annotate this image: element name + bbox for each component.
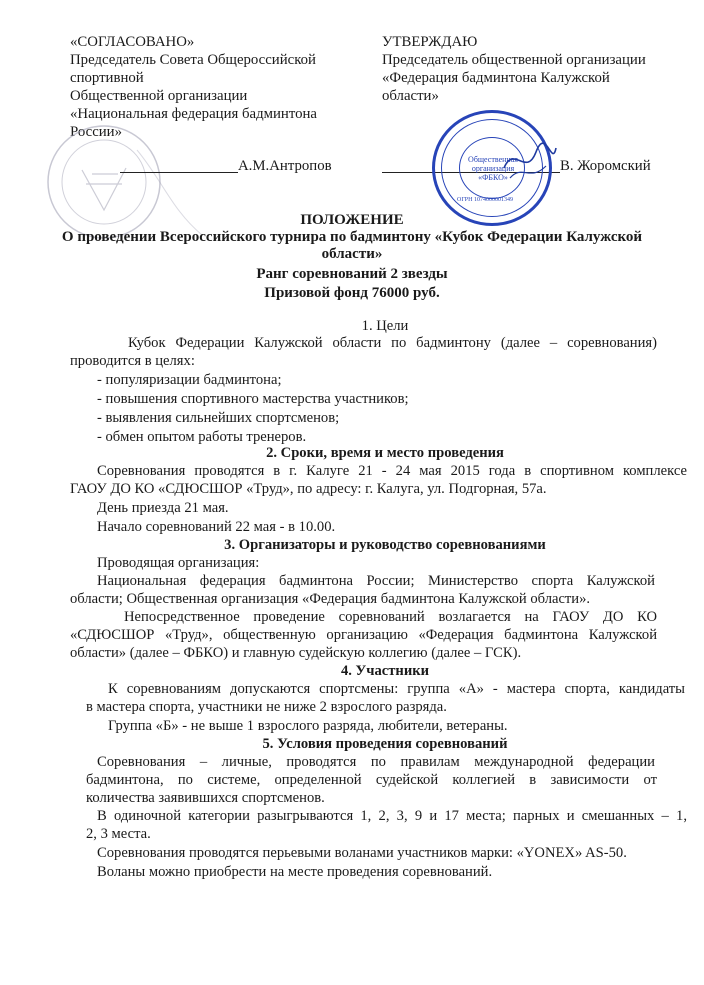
s3-para3c: области» (далее – ФБКО) и главную судейскую коллегию (далее – ГСК). <box>70 645 522 661</box>
title-line2: О проведении Всероссийского турнира по бадминтону «Кубок Федерации Калужской <box>61 229 643 245</box>
s1-item2: - повышения спортивного мастерства участников; <box>97 391 409 407</box>
s5-para1a: Соревнования – личные, проводятся по правилам международной федерации <box>97 754 655 770</box>
s5-para3: Соревнования проводятся перьевыми воланами участников марки: «YONEX» AS-50. <box>97 845 627 861</box>
s2-para2: День приезда 21 мая. <box>97 500 229 516</box>
right-header-line3: «Федерация бадминтона Калужской <box>382 70 610 86</box>
left-header-line5: «Национальная федерация бадминтона <box>70 106 317 122</box>
left-header-line3: спортивной <box>70 70 144 86</box>
s1-para1a: Кубок Федерации Калужской области по бадминтону (далее – соревнования) <box>128 335 657 351</box>
s2-para3: Начало соревнований 22 мая - в 10.00. <box>97 519 336 535</box>
section3-heading: 3. Организаторы и руководство соревнованиями <box>224 537 546 553</box>
document-title: ПОЛОЖЕНИЕ <box>300 212 404 228</box>
stamp-center-line1: Общественная <box>468 155 518 164</box>
title-line3: области» <box>321 246 383 262</box>
stamp-center-line2: организация <box>471 164 515 173</box>
section4-heading: 4. Участники <box>340 663 430 679</box>
left-header-line6: России» <box>70 124 122 140</box>
s3-para3a: Непосредственное проведение соревнований возлагается на ГАОУ ДО КО <box>124 609 657 625</box>
left-signature-name: А.М.Антропов <box>238 158 332 174</box>
s4-para2: Группа «Б» - не выше 1 взрослого разряда, любители, ветераны. <box>108 718 508 734</box>
title-line5: Призовой фонд 76000 руб. <box>264 285 440 301</box>
s3-para2a: Национальная федерация бадминтона России; Министерство спорта Калужской <box>97 573 655 589</box>
s5-para4: Воланы можно приобрести на месте проведения соревнований. <box>97 864 493 880</box>
s4-para1a: К соревнованиям допускаются спортсмены: группа «А» - мастера спорта, кандидаты <box>108 681 685 697</box>
right-header-line4: области» <box>382 88 439 104</box>
signature-scribble-icon <box>500 138 560 188</box>
s1-item1: - популяризации бадминтона; <box>97 372 282 388</box>
section5-heading: 5. Условия проведения соревнований <box>262 736 508 752</box>
s5-para2b: 2, 3 места. <box>86 826 151 842</box>
stamp-center-line3: «ФБКО» <box>478 173 508 182</box>
s1-para1b: проводится в целях: <box>70 353 195 369</box>
s1-item4: - обмен опытом работы тренеров. <box>97 429 307 445</box>
right-header-line2: Председатель общественной организации <box>382 52 646 68</box>
right-header-line1: УТВЕРЖДАЮ <box>382 34 478 50</box>
s5-para1b: бадминтона, по системе, определенной судейской коллегией в зависимости от <box>86 772 657 788</box>
s3-para1: Проводящая организация: <box>97 555 260 571</box>
s2-para1b: ГАОУ ДО КО «СДЮСШОР «Труд», по адресу: г. Калуга, ул. Подгорная, 57а. <box>70 481 547 497</box>
s3-para2b: области; Общественная организация «Федерация бадминтона Калужской области». <box>70 591 591 607</box>
title-line4: Ранг соревнований 2 звезды <box>256 266 448 282</box>
s1-item3: - выявления сильнейших спортсменов; <box>97 410 340 426</box>
section2-heading: 2. Сроки, время и место проведения <box>266 445 504 461</box>
s5-para1c: количества заявившихся спортсменов. <box>86 790 325 806</box>
stamp-bottom-text: ОГРН 1074000001349 <box>457 197 513 203</box>
section1-heading: 1. Цели <box>361 318 409 334</box>
right-signature-name: В. Жоромский <box>560 158 651 174</box>
left-signature-line <box>120 172 238 173</box>
s3-para3b: «СДЮСШОР «Труд», общественную организацию «Федерация бадминтона Калужской <box>70 627 657 643</box>
s4-para1b: в мастера спорта, участники не ниже 2 взрослого разряда. <box>86 699 447 715</box>
left-header-line4: Общественной организации <box>70 88 248 104</box>
left-header-line1: «СОГЛАСОВАНО» <box>70 34 195 50</box>
s2-para1a: Соревнования проводятся в г. Калуге 21 - 24 мая 2015 года в спортивном комплексе <box>97 463 687 479</box>
left-header-line2: Председатель Совета Общероссийской <box>70 52 316 68</box>
s5-para2a: В одиночной категории разыгрываются 1, 2, 3, 9 и 17 места; парных и смешанных – 1, <box>97 808 687 824</box>
